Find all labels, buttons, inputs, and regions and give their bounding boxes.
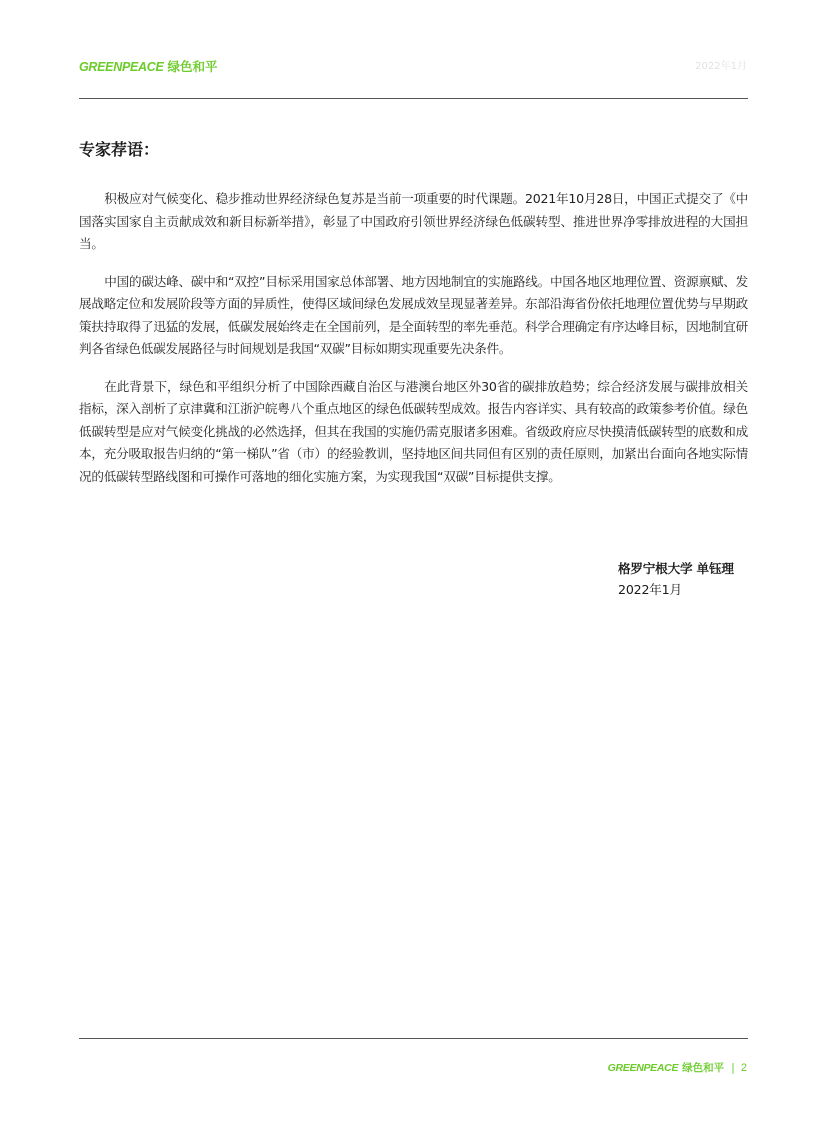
logo-en: GREENPEACE	[79, 60, 164, 74]
greenpeace-logo	[79, 59, 218, 75]
footer-logo-cn: 绿色和平	[682, 1062, 725, 1074]
logo-cn: 绿色和平	[167, 59, 218, 74]
paragraph: 中国的碳达峰、碳中和“双控”目标采用国家总体部署、地方因地制宜的实施路线。中国各地区地理位置、资源禀赋、发展战略定位和发展阶段等方面的异质性，使得区域间绿色发展成效呈现显著差异。东部沿海省份依托地理位置优势与早期政策扶持取得了迅猛的发展，低碳发展始终走在全国前列，是全面转型的率先垂范。科学合理确定有序达峰目标，因地制宜研判各省绿色低碳发展路径与时间规划是我国“双碳”目标如期实现重要先决条件。	[79, 273, 748, 356]
signature-name: 格罗宁根大学 单钰理	[618, 561, 734, 576]
section-title: 专家荐语：	[79, 140, 160, 159]
footer-divider	[79, 1038, 748, 1039]
footer-logo-en: GREENPEACE	[607, 1062, 679, 1074]
signature-date: 2022年1月	[618, 582, 682, 597]
paragraph: 在此背景下，绿色和平组织分析了中国除西藏自治区与港澳台地区外30省的碳排放趋势；综合经济发展与碳排放相关指标，深入剖析了京津冀和江浙沪皖粤八个重点地区的绿色低碳转型成效。报告内容详实、具有较高的政策参考价值。绿色低碳转型是应对气候变化挑战的必然选择，但其在我国的实施仍需克服诸多困难。省级政府应尽快摸清低碳转型的底数和成本，充分吸取报告归纳的“第一梯队”省（市）的经验教训，坚持地区间共同但有区别的责任原则，加紧出台面向各地实际情况的低碳转型路线图和可操作可落地的细化实施方案，为实现我国“双碳”目标提供支撑。	[79, 378, 748, 484]
footer-separator: |	[731, 1061, 735, 1074]
signature-block	[618, 559, 758, 601]
footer-greenpeace-logo	[608, 1061, 725, 1075]
paragraph: 积极应对气候变化、稳步推动世界经济绿色复苏是当前一项重要的时代课题。2021年10月28日，中国正式提交了《中国落实国家自主贡献成效和新目标新举措》，彰显了中国政府引领世界经济绿色低碳转型、推进世界净零排放进程的大国担当。	[79, 191, 748, 251]
body-text	[79, 188, 748, 503]
header-date: 2022年1月	[695, 61, 747, 72]
header-divider	[79, 98, 748, 99]
page-footer	[608, 1061, 747, 1075]
page-number: 2	[740, 1062, 747, 1074]
